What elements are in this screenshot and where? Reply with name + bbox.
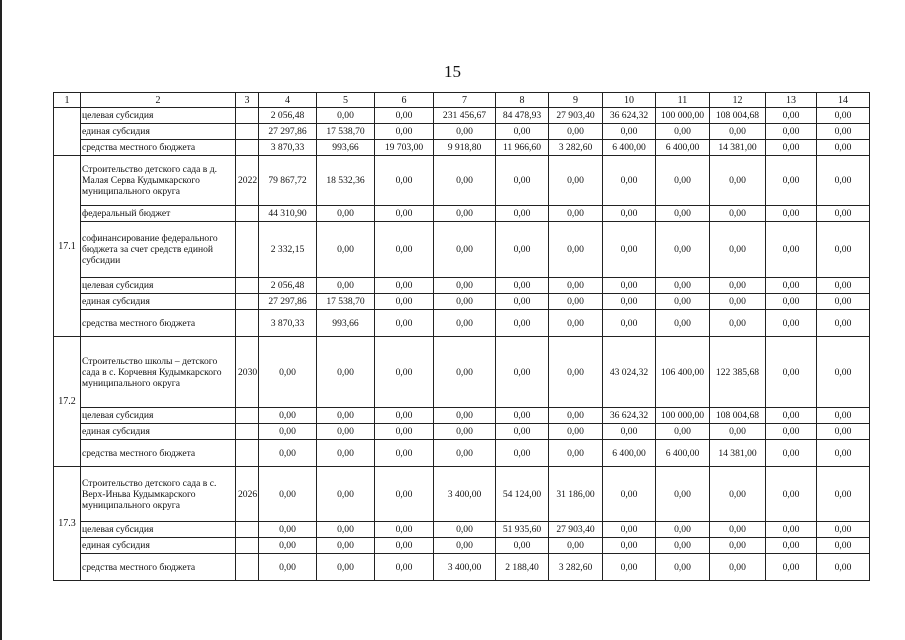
value-cell: 0,00 — [434, 278, 496, 294]
value-cell: 0,00 — [259, 467, 317, 522]
value-cell: 0,00 — [603, 156, 656, 206]
row-name: средства местного бюджета — [81, 310, 236, 337]
row-year — [236, 554, 259, 581]
table-row — [54, 554, 870, 581]
value-cell: 0,00 — [375, 424, 434, 440]
table-row — [54, 108, 870, 124]
value-cell: 0,00 — [549, 440, 603, 467]
row-year — [236, 222, 259, 278]
value-cell: 0,00 — [710, 278, 766, 294]
value-cell: 0,00 — [766, 310, 817, 337]
value-cell: 0,00 — [766, 554, 817, 581]
value-cell: 0,00 — [603, 424, 656, 440]
row-year — [236, 206, 259, 222]
value-cell: 27 903,40 — [549, 108, 603, 124]
group-number: 17.2 — [54, 337, 81, 467]
value-cell: 0,00 — [317, 467, 375, 522]
row-name: единая субсидия — [81, 124, 236, 140]
value-cell: 54 124,00 — [496, 467, 549, 522]
value-cell: 17 538,70 — [317, 124, 375, 140]
value-cell: 0,00 — [375, 467, 434, 522]
row-name: целевая субсидия — [81, 278, 236, 294]
value-cell: 0,00 — [603, 467, 656, 522]
value-cell: 0,00 — [317, 278, 375, 294]
value-cell: 0,00 — [375, 554, 434, 581]
header-cell: 7 — [434, 93, 496, 108]
value-cell: 51 935,60 — [496, 522, 549, 538]
value-cell: 0,00 — [817, 278, 870, 294]
header-cell: 10 — [603, 93, 656, 108]
row-year — [236, 140, 259, 156]
value-cell: 0,00 — [496, 124, 549, 140]
scan-edge — [0, 0, 2, 640]
value-cell: 11 966,60 — [496, 140, 549, 156]
value-cell: 0,00 — [766, 206, 817, 222]
value-cell: 0,00 — [766, 522, 817, 538]
value-cell: 0,00 — [603, 554, 656, 581]
value-cell: 231 456,67 — [434, 108, 496, 124]
value-cell: 106 400,00 — [656, 337, 710, 408]
value-cell: 0,00 — [817, 140, 870, 156]
value-cell: 0,00 — [434, 156, 496, 206]
value-cell: 6 400,00 — [603, 440, 656, 467]
value-cell: 0,00 — [434, 522, 496, 538]
value-cell: 0,00 — [375, 294, 434, 310]
header-cell: 8 — [496, 93, 549, 108]
value-cell: 0,00 — [656, 278, 710, 294]
value-cell: 0,00 — [434, 538, 496, 554]
value-cell: 0,00 — [317, 108, 375, 124]
value-cell: 0,00 — [549, 310, 603, 337]
header-cell: 11 — [656, 93, 710, 108]
header-cell: 1 — [54, 93, 81, 108]
value-cell: 0,00 — [496, 424, 549, 440]
value-cell: 0,00 — [817, 554, 870, 581]
value-cell: 0,00 — [766, 156, 817, 206]
row-name: федеральный бюджет — [81, 206, 236, 222]
value-cell: 0,00 — [766, 467, 817, 522]
value-cell: 27 903,40 — [549, 522, 603, 538]
value-cell: 0,00 — [603, 222, 656, 278]
value-cell: 36 624,32 — [603, 108, 656, 124]
table-row — [54, 538, 870, 554]
value-cell: 0,00 — [766, 294, 817, 310]
value-cell: 0,00 — [375, 108, 434, 124]
value-cell: 0,00 — [710, 310, 766, 337]
value-cell: 0,00 — [817, 124, 870, 140]
value-cell: 0,00 — [656, 222, 710, 278]
value-cell: 0,00 — [549, 222, 603, 278]
value-cell: 9 918,80 — [434, 140, 496, 156]
value-cell: 0,00 — [496, 408, 549, 424]
value-cell: 0,00 — [549, 337, 603, 408]
value-cell: 0,00 — [603, 206, 656, 222]
value-cell: 0,00 — [549, 294, 603, 310]
row-year: 2026 — [236, 467, 259, 522]
value-cell: 0,00 — [817, 294, 870, 310]
value-cell: 0,00 — [434, 124, 496, 140]
header-cell: 2 — [81, 93, 236, 108]
row-name: целевая субсидия — [81, 522, 236, 538]
value-cell: 0,00 — [817, 206, 870, 222]
value-cell: 0,00 — [317, 206, 375, 222]
value-cell: 0,00 — [549, 206, 603, 222]
value-cell: 3 282,60 — [549, 554, 603, 581]
value-cell: 0,00 — [656, 424, 710, 440]
table-row — [54, 206, 870, 222]
value-cell: 0,00 — [710, 424, 766, 440]
value-cell: 0,00 — [375, 222, 434, 278]
value-cell: 0,00 — [259, 424, 317, 440]
value-cell: 0,00 — [259, 440, 317, 467]
value-cell: 3 282,60 — [549, 140, 603, 156]
value-cell: 0,00 — [656, 467, 710, 522]
value-cell: 0,00 — [434, 408, 496, 424]
table-row — [54, 222, 870, 278]
row-name: Строительство детского сада в д. Малая Серва Кудымкарского муниципального округа — [81, 156, 236, 206]
value-cell: 0,00 — [496, 156, 549, 206]
value-cell: 0,00 — [496, 337, 549, 408]
value-cell: 0,00 — [259, 522, 317, 538]
row-year — [236, 278, 259, 294]
row-name: целевая субсидия — [81, 408, 236, 424]
value-cell: 0,00 — [817, 467, 870, 522]
value-cell: 6 400,00 — [603, 140, 656, 156]
budget-table — [53, 92, 870, 581]
value-cell: 0,00 — [710, 222, 766, 278]
row-index — [54, 108, 81, 156]
value-cell: 0,00 — [710, 522, 766, 538]
value-cell: 0,00 — [766, 337, 817, 408]
value-cell: 0,00 — [656, 310, 710, 337]
table-row — [54, 156, 870, 206]
row-year — [236, 538, 259, 554]
header-cell: 9 — [549, 93, 603, 108]
value-cell: 0,00 — [434, 424, 496, 440]
header-cell: 13 — [766, 93, 817, 108]
value-cell: 2 332,15 — [259, 222, 317, 278]
value-cell: 0,00 — [710, 124, 766, 140]
header-cell: 4 — [259, 93, 317, 108]
row-year — [236, 408, 259, 424]
value-cell: 0,00 — [375, 156, 434, 206]
value-cell: 0,00 — [817, 408, 870, 424]
value-cell: 0,00 — [656, 124, 710, 140]
value-cell: 0,00 — [766, 278, 817, 294]
value-cell: 0,00 — [434, 294, 496, 310]
value-cell: 0,00 — [710, 294, 766, 310]
value-cell: 0,00 — [375, 278, 434, 294]
row-name: единая субсидия — [81, 424, 236, 440]
value-cell: 3 400,00 — [434, 467, 496, 522]
row-name: единая субсидия — [81, 294, 236, 310]
row-name: единая субсидия — [81, 538, 236, 554]
value-cell: 14 381,00 — [710, 440, 766, 467]
value-cell: 0,00 — [710, 206, 766, 222]
value-cell: 43 024,32 — [603, 337, 656, 408]
row-name: средства местного бюджета — [81, 440, 236, 467]
value-cell: 0,00 — [549, 424, 603, 440]
value-cell: 0,00 — [817, 337, 870, 408]
value-cell: 0,00 — [549, 278, 603, 294]
value-cell: 0,00 — [766, 538, 817, 554]
value-cell: 122 385,68 — [710, 337, 766, 408]
value-cell: 0,00 — [317, 554, 375, 581]
value-cell: 3 400,00 — [434, 554, 496, 581]
table-row — [54, 294, 870, 310]
value-cell: 0,00 — [549, 408, 603, 424]
table-row — [54, 522, 870, 538]
header-cell: 6 — [375, 93, 434, 108]
value-cell: 0,00 — [710, 554, 766, 581]
value-cell: 27 297,86 — [259, 124, 317, 140]
value-cell: 0,00 — [766, 124, 817, 140]
value-cell: 0,00 — [710, 156, 766, 206]
row-year: 2022 — [236, 156, 259, 206]
value-cell: 31 186,00 — [549, 467, 603, 522]
row-year: 2030 — [236, 337, 259, 408]
value-cell: 2 056,48 — [259, 278, 317, 294]
row-year — [236, 440, 259, 467]
value-cell: 0,00 — [434, 337, 496, 408]
value-cell: 0,00 — [603, 538, 656, 554]
table-row — [54, 278, 870, 294]
row-name: софинансирование федерального бюджета за счет средств единой субсидии — [81, 222, 236, 278]
value-cell: 993,66 — [317, 310, 375, 337]
value-cell: 0,00 — [317, 538, 375, 554]
value-cell: 0,00 — [766, 424, 817, 440]
value-cell: 0,00 — [710, 538, 766, 554]
table-row — [54, 310, 870, 337]
row-name: Строительство детского сада в с. Верх-Иньва Кудымкарского муниципального округа — [81, 467, 236, 522]
table-row — [54, 337, 870, 408]
value-cell: 0,00 — [656, 206, 710, 222]
value-cell: 0,00 — [434, 222, 496, 278]
value-cell: 0,00 — [766, 140, 817, 156]
value-cell: 0,00 — [375, 206, 434, 222]
value-cell: 14 381,00 — [710, 140, 766, 156]
value-cell: 0,00 — [375, 337, 434, 408]
value-cell: 0,00 — [817, 222, 870, 278]
value-cell: 44 310,90 — [259, 206, 317, 222]
value-cell: 36 624,32 — [603, 408, 656, 424]
value-cell: 0,00 — [496, 278, 549, 294]
value-cell: 0,00 — [603, 278, 656, 294]
value-cell: 0,00 — [603, 124, 656, 140]
table-row — [54, 440, 870, 467]
value-cell: 0,00 — [549, 156, 603, 206]
value-cell: 0,00 — [603, 310, 656, 337]
value-cell: 19 703,00 — [375, 140, 434, 156]
value-cell: 0,00 — [817, 108, 870, 124]
page-number: 15 — [444, 62, 461, 81]
value-cell: 0,00 — [496, 222, 549, 278]
table-row — [54, 467, 870, 522]
row-name: средства местного бюджета — [81, 140, 236, 156]
value-cell: 0,00 — [766, 222, 817, 278]
value-cell: 3 870,33 — [259, 310, 317, 337]
table-row — [54, 424, 870, 440]
row-year — [236, 294, 259, 310]
row-year — [236, 108, 259, 124]
header-cell: 12 — [710, 93, 766, 108]
table-row — [54, 124, 870, 140]
value-cell: 2 056,48 — [259, 108, 317, 124]
row-year — [236, 124, 259, 140]
value-cell: 0,00 — [434, 310, 496, 337]
group-number: 17.1 — [54, 156, 81, 337]
value-cell: 0,00 — [317, 522, 375, 538]
value-cell: 0,00 — [656, 156, 710, 206]
value-cell: 0,00 — [317, 222, 375, 278]
value-cell: 27 297,86 — [259, 294, 317, 310]
group-number: 17.3 — [54, 467, 81, 581]
value-cell: 0,00 — [375, 522, 434, 538]
value-cell: 0,00 — [317, 337, 375, 408]
value-cell: 6 400,00 — [656, 140, 710, 156]
value-cell: 0,00 — [375, 310, 434, 337]
value-cell: 0,00 — [496, 206, 549, 222]
value-cell: 0,00 — [817, 440, 870, 467]
value-cell: 0,00 — [817, 522, 870, 538]
value-cell: 108 004,68 — [710, 408, 766, 424]
value-cell: 0,00 — [496, 440, 549, 467]
value-cell: 0,00 — [259, 538, 317, 554]
row-year — [236, 424, 259, 440]
value-cell: 0,00 — [259, 408, 317, 424]
value-cell: 0,00 — [317, 424, 375, 440]
value-cell: 100 000,00 — [656, 108, 710, 124]
row-year — [236, 522, 259, 538]
value-cell: 0,00 — [766, 108, 817, 124]
value-cell: 100 000,00 — [656, 408, 710, 424]
value-cell: 0,00 — [375, 408, 434, 424]
value-cell: 0,00 — [496, 310, 549, 337]
value-cell: 0,00 — [375, 538, 434, 554]
value-cell: 0,00 — [259, 337, 317, 408]
value-cell: 0,00 — [434, 206, 496, 222]
value-cell: 18 532,36 — [317, 156, 375, 206]
value-cell: 993,66 — [317, 140, 375, 156]
value-cell: 0,00 — [656, 294, 710, 310]
value-cell: 0,00 — [434, 440, 496, 467]
value-cell: 0,00 — [656, 538, 710, 554]
table-row — [54, 408, 870, 424]
value-cell: 0,00 — [656, 522, 710, 538]
value-cell: 84 478,93 — [496, 108, 549, 124]
value-cell: 0,00 — [656, 554, 710, 581]
value-cell: 2 188,40 — [496, 554, 549, 581]
value-cell: 0,00 — [259, 554, 317, 581]
row-name: целевая субсидия — [81, 108, 236, 124]
value-cell: 0,00 — [766, 440, 817, 467]
value-cell: 6 400,00 — [656, 440, 710, 467]
value-cell: 0,00 — [549, 124, 603, 140]
value-cell: 0,00 — [375, 440, 434, 467]
value-cell: 0,00 — [496, 538, 549, 554]
header-row — [54, 93, 870, 108]
row-name: средства местного бюджета — [81, 554, 236, 581]
value-cell: 0,00 — [549, 538, 603, 554]
value-cell: 0,00 — [375, 124, 434, 140]
value-cell: 0,00 — [603, 522, 656, 538]
value-cell: 0,00 — [603, 294, 656, 310]
row-year — [236, 310, 259, 337]
value-cell: 79 867,72 — [259, 156, 317, 206]
value-cell: 0,00 — [766, 408, 817, 424]
value-cell: 17 538,70 — [317, 294, 375, 310]
value-cell: 3 870,33 — [259, 140, 317, 156]
value-cell: 0,00 — [317, 440, 375, 467]
table-row — [54, 140, 870, 156]
header-cell: 5 — [317, 93, 375, 108]
value-cell: 0,00 — [817, 424, 870, 440]
value-cell: 0,00 — [817, 156, 870, 206]
value-cell: 0,00 — [817, 310, 870, 337]
header-cell: 3 — [236, 93, 259, 108]
value-cell: 108 004,68 — [710, 108, 766, 124]
value-cell: 0,00 — [317, 408, 375, 424]
row-name: Строительство школы – детского сада в с. Корчевня Кудымкарского муниципального округа — [81, 337, 236, 408]
header-cell: 14 — [817, 93, 870, 108]
value-cell: 0,00 — [496, 294, 549, 310]
value-cell: 0,00 — [817, 538, 870, 554]
value-cell: 0,00 — [710, 467, 766, 522]
